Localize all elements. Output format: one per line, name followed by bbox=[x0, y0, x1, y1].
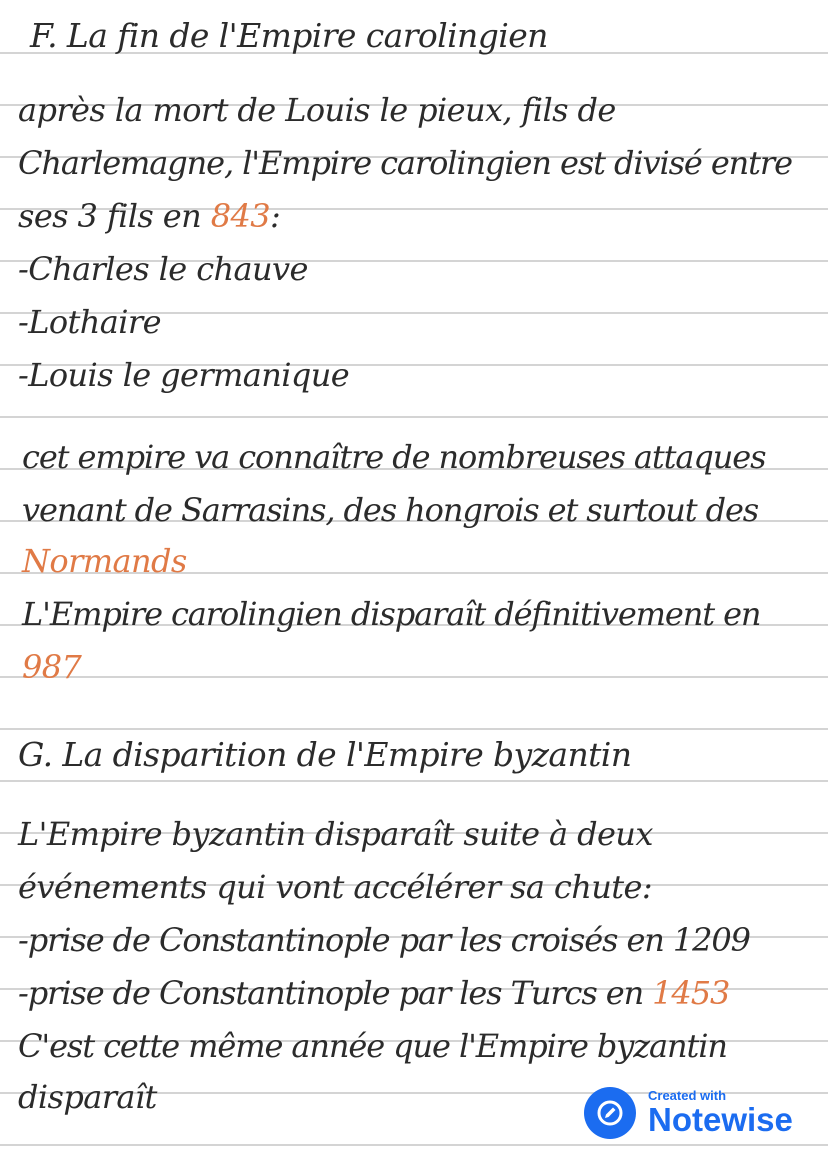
pencil-icon bbox=[584, 1087, 636, 1139]
text-line: Charlemagne, l'Empire carolingien est divisé entre bbox=[18, 144, 792, 182]
text-segment: -prise de Constantinople par les Turcs en bbox=[18, 974, 653, 1012]
text-line: cet empire va connaître de nombreuses attaques bbox=[22, 438, 766, 476]
highlight-year: 1453 bbox=[652, 974, 730, 1012]
section-g-heading: G. La disparition de l'Empire byzantin bbox=[18, 735, 632, 774]
highlight-word: Normands bbox=[22, 542, 187, 580]
watermark-caption: Created with bbox=[648, 1088, 727, 1103]
list-item: -Lothaire bbox=[18, 303, 161, 341]
text-line: L'Empire byzantin disparaît suite à deux bbox=[18, 815, 653, 853]
text-line: disparaît bbox=[18, 1078, 157, 1116]
list-item: -Louis le germanique bbox=[18, 356, 350, 394]
text-line bbox=[18, 973, 729, 1013]
text-segment: : bbox=[270, 197, 281, 235]
text-line: événements qui vont accélérer sa chute: bbox=[18, 868, 653, 906]
watermark-brand: Notewise bbox=[648, 1101, 793, 1138]
section-f-heading: F. La fin de l'Empire carolingien bbox=[30, 16, 548, 55]
text-line: venant de Sarrasins, des hongrois et surtout des bbox=[22, 491, 759, 529]
text-line: après la mort de Louis le pieux, fils de bbox=[18, 91, 616, 129]
list-item: -Charles le chauve bbox=[18, 250, 308, 288]
text-line: -prise de Constantinople par les croisés en 1209 bbox=[18, 921, 750, 959]
notewise-watermark bbox=[584, 1086, 799, 1140]
highlight-year: 843 bbox=[210, 197, 270, 235]
text-segment: ses 3 fils en bbox=[18, 197, 211, 235]
text-line bbox=[18, 196, 280, 236]
text-line: L'Empire carolingien disparaît définitivement en bbox=[22, 595, 761, 633]
highlight-year: 987 bbox=[22, 648, 82, 686]
text-line: C'est cette même année que l'Empire byzantin bbox=[18, 1027, 727, 1065]
